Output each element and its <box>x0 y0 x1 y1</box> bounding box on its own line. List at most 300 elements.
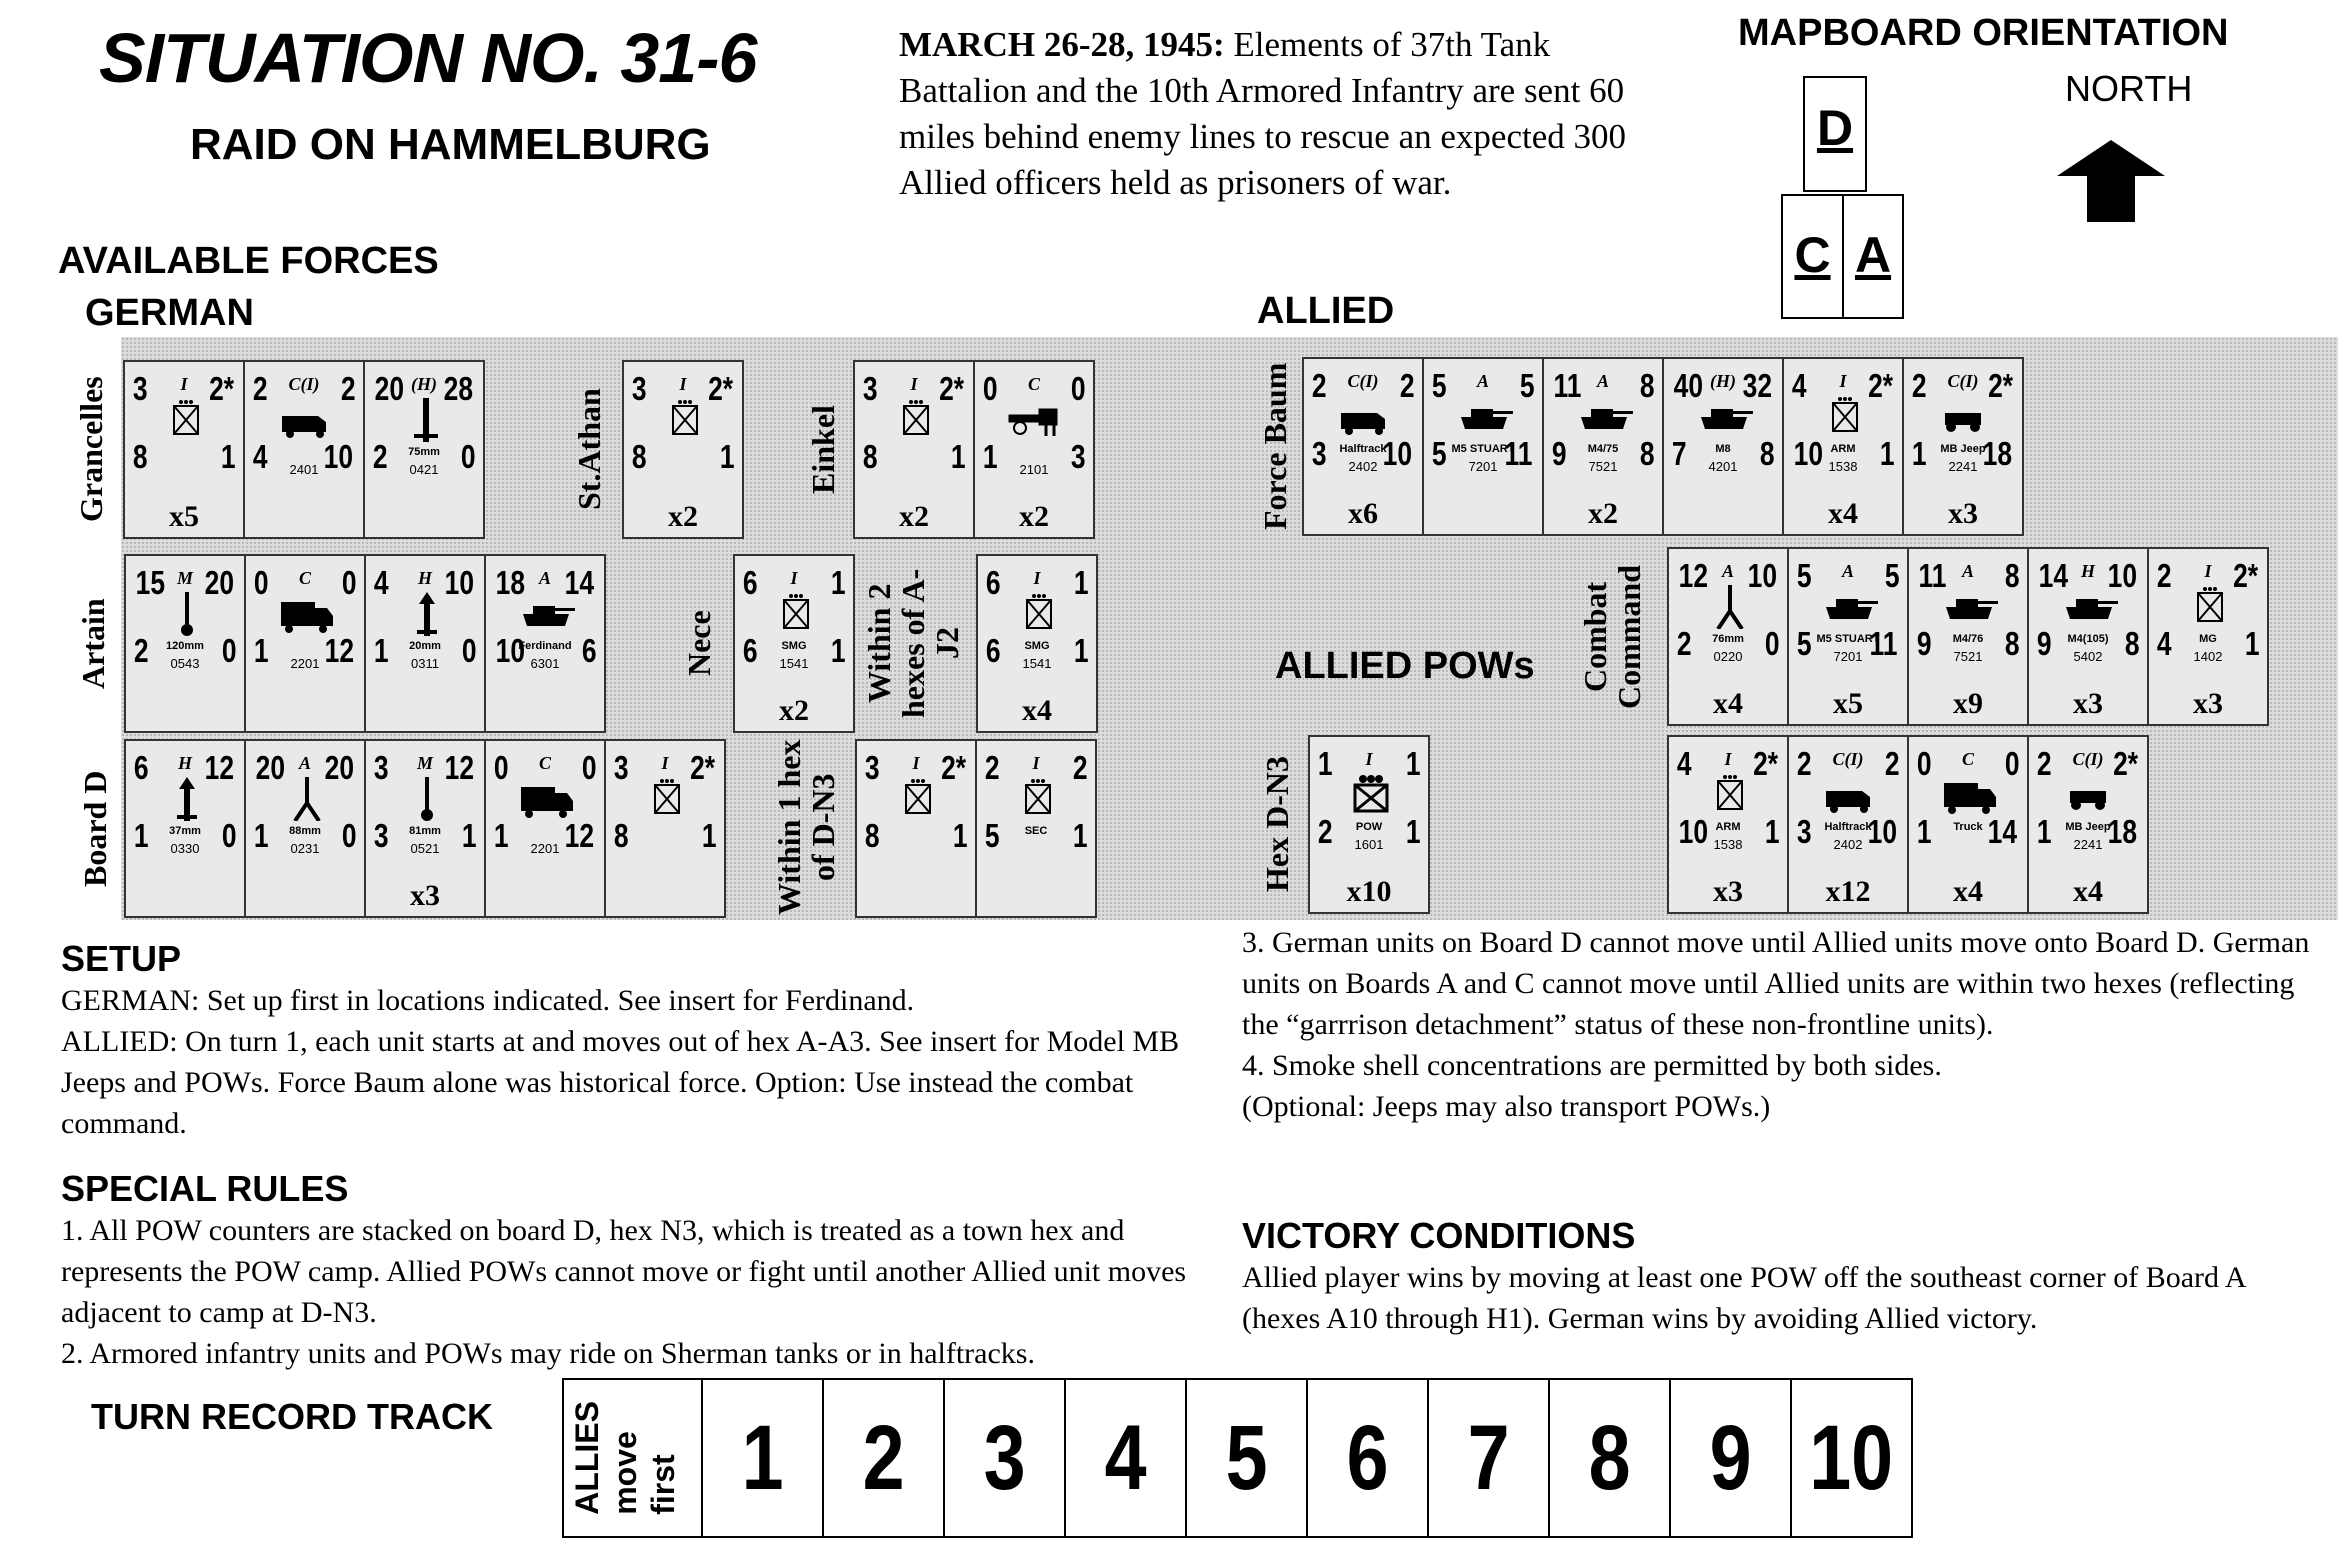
counters-combat <box>1667 547 2267 726</box>
defense-value: 1 <box>2036 813 2052 850</box>
defense-value: 1 <box>1911 435 1927 472</box>
halftrack-icon <box>1335 395 1395 439</box>
unit-label: 120mm <box>166 640 204 652</box>
counter-multiplier: x3 <box>410 879 440 912</box>
turn-cell <box>1185 1380 1306 1536</box>
truck-icon <box>277 592 337 636</box>
defense-value: 3 <box>1796 813 1812 850</box>
attack-value: 12 <box>1678 557 1709 594</box>
movement-value: 10 <box>323 438 354 475</box>
unit-label: M4/76 <box>1952 633 1984 645</box>
unit-id: 1538 <box>1828 459 1858 474</box>
movement-value: 0 <box>461 632 477 669</box>
defense-value: 1 <box>253 817 269 854</box>
unit-label: Halftrack <box>1339 443 1387 455</box>
range-value: 2* <box>689 749 715 786</box>
movement-value: 0 <box>221 817 237 854</box>
move-label: move <box>607 1431 643 1515</box>
counter-multiplier: x9 <box>1953 687 1983 720</box>
counter-multiplier: x2 <box>779 694 809 727</box>
counter-multiplier: x3 <box>1948 497 1978 530</box>
jeep-icon <box>2060 773 2120 817</box>
unit-id: 0543 <box>170 656 200 671</box>
unit-type: I <box>1033 568 1041 588</box>
range-value: 2* <box>938 370 964 407</box>
defense-value: 2 <box>1676 625 1692 662</box>
range-value: 8 <box>1639 367 1655 404</box>
attack-value: 3 <box>132 370 148 407</box>
unit-counter <box>2027 735 2149 914</box>
movement-value: 12 <box>564 817 595 854</box>
movement-value: 8 <box>2004 625 2020 662</box>
gun-icon <box>396 398 456 442</box>
unit-label: M4/75 <box>1587 443 1619 455</box>
movement-value: 12 <box>324 632 355 669</box>
turn-number: 7 <box>1467 1406 1510 1509</box>
turn-number: 6 <box>1346 1406 1389 1509</box>
attack-value: 4 <box>373 564 389 601</box>
unit-counter <box>604 739 726 918</box>
range-value: 2* <box>707 370 733 407</box>
unit-id: 2201 <box>290 656 320 671</box>
unit-counter <box>123 360 245 539</box>
unit-type: H <box>177 753 192 773</box>
unit-counter <box>1907 547 2029 726</box>
mortar-icon <box>157 592 217 636</box>
allies-move-first <box>564 1380 701 1536</box>
unit-counter <box>1422 357 1544 536</box>
counter-multiplier: x2 <box>668 500 698 533</box>
defense-value: 3 <box>1311 435 1327 472</box>
defense-value: 5 <box>1431 435 1447 472</box>
unit-type: I <box>180 374 188 394</box>
range-value: 2 <box>1399 367 1415 404</box>
unit-type: M <box>176 568 193 588</box>
attack-value: 3 <box>373 749 389 786</box>
unit-id: 0330 <box>170 841 200 856</box>
allies-label: ALLIES <box>569 1401 605 1515</box>
unit-type: C(I) <box>1832 749 1864 769</box>
tank-icon <box>1820 585 1880 629</box>
attack-value: 15 <box>135 564 166 601</box>
counters-boardd <box>124 739 724 918</box>
unit-counter <box>1667 735 1789 914</box>
counter-multiplier: x12 <box>1825 875 1871 908</box>
unit-type: A <box>1841 561 1854 581</box>
movement-value: 1 <box>220 438 236 475</box>
unit-type: A <box>298 753 311 773</box>
counter-multiplier: x4 <box>2073 875 2103 908</box>
unit-type: C(I) <box>1347 371 1379 391</box>
attack-value: 2 <box>2156 557 2172 594</box>
defense-value: 1 <box>253 632 269 669</box>
range-value: 2* <box>208 370 234 407</box>
atgun-icon <box>397 592 457 636</box>
unit-type: H <box>417 568 432 588</box>
movement-value: 1 <box>1073 632 1089 669</box>
range-value: 5 <box>1519 367 1535 404</box>
group-label-within1: Within 1 hex of D-N3 <box>771 739 841 916</box>
unit-counter <box>853 360 975 539</box>
unit-label: 37mm <box>169 825 201 837</box>
turn-number: 2 <box>862 1406 905 1509</box>
turn-number: 5 <box>1225 1406 1268 1509</box>
infantry-icon <box>766 592 826 636</box>
turn-cell <box>1548 1380 1669 1536</box>
attack-value: 6 <box>985 564 1001 601</box>
unit-label: Truck <box>1953 821 1983 833</box>
defense-value: 2 <box>1317 813 1333 850</box>
attack-value: 4 <box>1791 367 1807 404</box>
movement-value: 1 <box>1072 817 1088 854</box>
unit-id: 2402 <box>1833 837 1863 852</box>
range-value: 2* <box>2112 745 2138 782</box>
attack-value: 4 <box>1676 745 1692 782</box>
defense-value: 1 <box>1916 813 1932 850</box>
unit-type: H <box>2080 561 2095 581</box>
turn-record-track <box>562 1378 1913 1538</box>
unit-type: I <box>661 753 669 773</box>
range-value: 2* <box>1752 745 1778 782</box>
counter-multiplier: x3 <box>2073 687 2103 720</box>
turn-number: 3 <box>983 1406 1026 1509</box>
unit-id: 2401 <box>289 462 319 477</box>
defense-value: 1 <box>493 817 509 854</box>
movement-value: 8 <box>2124 625 2140 662</box>
defense-value: 10 <box>1678 813 1709 850</box>
unit-label: M8 <box>1715 443 1731 455</box>
turn-number: 10 <box>1809 1406 1894 1509</box>
range-value: 2* <box>1987 367 2013 404</box>
unit-counter <box>973 360 1095 539</box>
allied-heading: ALLIED <box>1257 290 1395 332</box>
counter-multiplier: x4 <box>1022 694 1052 727</box>
tank-icon <box>1575 395 1635 439</box>
turn-cell <box>1790 1380 1911 1536</box>
attack-value: 40 <box>1673 367 1704 404</box>
range-value: 1 <box>1073 564 1089 601</box>
attack-value: 2 <box>1911 367 1927 404</box>
setup-german: GERMAN: Set up first in locations indicated. See insert for Ferdinand. <box>61 984 915 1017</box>
group-label-hexdn3: Hex D-N3 <box>1259 756 1295 893</box>
unit-counter <box>364 554 486 733</box>
range-value: 1 <box>1405 745 1421 782</box>
range-value: 1 <box>830 564 846 601</box>
movement-value: 8 <box>1639 435 1655 472</box>
attack-value: 1 <box>1317 745 1333 782</box>
wagon-icon <box>1006 398 1066 442</box>
unit-label: ARM <box>1715 821 1741 833</box>
movement-value: 11 <box>1504 435 1533 472</box>
attack-value: 6 <box>742 564 758 601</box>
counter-multiplier: x2 <box>1588 497 1618 530</box>
range-value: 14 <box>564 564 595 601</box>
unit-type: I <box>1365 749 1373 769</box>
attack-value: 2 <box>984 749 1000 786</box>
unit-label: MB Jeep <box>2065 821 2111 833</box>
german-heading: GERMAN <box>85 292 254 334</box>
turn-cell <box>1306 1380 1427 1536</box>
range-value: 20 <box>204 564 235 601</box>
counter-multiplier: x4 <box>1828 497 1858 530</box>
turn-number: 4 <box>1104 1406 1147 1509</box>
range-value: 2 <box>1072 749 1088 786</box>
unit-counter <box>976 554 1098 733</box>
unit-id: 7201 <box>1833 649 1863 664</box>
defense-value: 10 <box>1793 435 1824 472</box>
counter-multiplier: x4 <box>1713 687 1743 720</box>
victory-text: Allied player wins by moving at least one POW off the southeast corner of Board A (hexes A10 through H1). German wins by avoiding Allied victory. <box>1242 1261 2245 1335</box>
setup-allied: ALLIED: On turn 1, each unit starts at and moves out of hex A-A3. See insert for Model MB Jeeps and POWs. Force Baum alone was historical force. Option: Use instead the combat command. <box>61 1025 1180 1140</box>
unit-counter <box>2027 547 2149 726</box>
unit-type: C <box>298 568 311 588</box>
counters-stathan <box>622 360 742 539</box>
turn-cell <box>1064 1380 1185 1536</box>
unit-type: C(I) <box>1947 371 1979 391</box>
unit-id: 0421 <box>409 462 439 477</box>
unit-label: ARM <box>1830 443 1856 455</box>
rule-optional: (Optional: Jeeps may also transport POWs.) <box>1242 1090 1771 1123</box>
defense-value: 8 <box>132 438 148 475</box>
attack-value: 18 <box>495 564 526 601</box>
unit-counter <box>124 554 246 733</box>
range-value: 32 <box>1742 367 1773 404</box>
counter-multiplier: x4 <box>1953 875 1983 908</box>
attack-value: 3 <box>862 370 878 407</box>
unit-counter <box>622 360 744 539</box>
counters-forcebaum <box>1302 357 2022 536</box>
unit-id: 1601 <box>1354 837 1384 852</box>
range-value: 12 <box>204 749 235 786</box>
range-value: 10 <box>2107 557 2138 594</box>
unit-type: C(I) <box>288 374 320 394</box>
unit-id: 6301 <box>530 656 560 671</box>
defense-value: 1 <box>373 632 389 669</box>
unit-type: C <box>538 753 551 773</box>
attack-value: 14 <box>2038 557 2069 594</box>
unit-label: MG <box>2199 633 2217 645</box>
setup-text <box>61 980 1191 1144</box>
turn-cell <box>701 1380 822 1536</box>
attack-value: 6 <box>133 749 149 786</box>
unit-type: I <box>1839 371 1847 391</box>
infantry-icon <box>655 398 715 442</box>
counters-hexdn3 <box>1308 735 1428 914</box>
unit-id: 2402 <box>1348 459 1378 474</box>
attack-value: 3 <box>631 370 647 407</box>
unit-label: POW <box>1355 821 1383 833</box>
available-forces-heading: AVAILABLE FORCES <box>58 240 439 282</box>
halftrack-icon <box>1820 773 1880 817</box>
page-title: SITUATION NO. 31-6 <box>99 19 757 97</box>
unit-label: 75mm <box>408 446 440 458</box>
unit-counter <box>484 554 606 733</box>
attack-value: 0 <box>253 564 269 601</box>
unit-id: 0220 <box>1713 649 1743 664</box>
unit-id: 2241 <box>2073 837 2103 852</box>
range-value: 0 <box>341 564 357 601</box>
tank-icon <box>2060 585 2120 629</box>
defense-value: 4 <box>2156 625 2172 662</box>
pow-icon <box>1341 773 1401 817</box>
unit-label: 88mm <box>289 825 321 837</box>
unit-counter <box>1787 735 1909 914</box>
group-label-artain: Artain <box>75 598 111 689</box>
attack-value: 11 <box>1918 557 1947 594</box>
unit-label: M5 STUART <box>1451 443 1515 455</box>
unit-counter <box>363 360 485 539</box>
unit-type: (H) <box>411 374 437 394</box>
defense-value: 2 <box>133 632 149 669</box>
movement-value: 1 <box>1764 813 1780 850</box>
mortar-icon <box>397 777 457 821</box>
unit-label: M4(105) <box>2067 633 2109 645</box>
group-label-nece: Nece <box>681 610 717 677</box>
defense-value: 8 <box>631 438 647 475</box>
counter-multiplier: x10 <box>1346 875 1392 908</box>
attack-value: 5 <box>1796 557 1812 594</box>
unit-id: 5402 <box>2073 649 2103 664</box>
range-value: 2* <box>940 749 966 786</box>
setup-heading: SETUP <box>61 938 182 979</box>
unit-type: (H) <box>1710 371 1736 391</box>
movement-value: 10 <box>1867 813 1898 850</box>
range-value: 8 <box>2004 557 2020 594</box>
attack-value: 2 <box>252 370 268 407</box>
movement-value: 1 <box>701 817 717 854</box>
tank-icon <box>1455 395 1515 439</box>
defense-value: 5 <box>984 817 1000 854</box>
counter-multiplier: x5 <box>169 500 199 533</box>
counter-multiplier: x6 <box>1348 497 1378 530</box>
tank-icon <box>1940 585 2000 629</box>
unit-type: I <box>910 374 918 394</box>
special-rules-left <box>61 1210 1191 1374</box>
north-arrow-icon <box>2057 140 2165 222</box>
movement-value: 10 <box>1382 435 1413 472</box>
unit-counter <box>855 739 977 918</box>
rule-4: 4. Smoke shell concentrations are permitted by both sides. <box>1242 1049 1942 1082</box>
counters-einkel <box>853 360 1093 539</box>
infantry-icon <box>1815 395 1875 439</box>
defense-value: 1 <box>133 817 149 854</box>
group-label-forcebaum: Force Baum <box>1257 362 1293 531</box>
infantry-icon <box>156 398 216 442</box>
turn-number: 9 <box>1709 1406 1752 1509</box>
range-value: 0 <box>2004 745 2020 782</box>
attack-value: 0 <box>493 749 509 786</box>
attack-value: 0 <box>982 370 998 407</box>
board-c: C <box>1781 194 1844 319</box>
counters-within2 <box>976 554 1096 733</box>
movement-value: 11 <box>1869 625 1898 662</box>
movement-value: 1 <box>952 817 968 854</box>
movement-value: 1 <box>719 438 735 475</box>
movement-value: 1 <box>1879 435 1895 472</box>
unit-id: 0231 <box>290 841 320 856</box>
defense-value: 6 <box>985 632 1001 669</box>
defense-value: 9 <box>1551 435 1567 472</box>
counters-artain <box>124 554 604 733</box>
counter-multiplier: x2 <box>899 500 929 533</box>
unit-type: I <box>679 374 687 394</box>
movement-value: 0 <box>221 632 237 669</box>
counters-combat2 <box>1667 735 2147 914</box>
range-value: 10 <box>444 564 475 601</box>
unit-counter <box>1542 357 1664 536</box>
unit-label: 76mm <box>1712 633 1744 645</box>
unit-type: A <box>1961 561 1974 581</box>
range-value: 0 <box>581 749 597 786</box>
range-value: 2* <box>1867 367 1893 404</box>
board-d: D <box>1803 76 1867 192</box>
unit-counter <box>244 554 366 733</box>
counter-multiplier: x3 <box>2193 687 2223 720</box>
attack-value: 20 <box>374 370 405 407</box>
group-label-boardd: Board D <box>77 770 113 887</box>
scenario-subtitle: RAID ON HAMMELBURG <box>190 120 711 169</box>
counter-multiplier: x3 <box>1713 875 1743 908</box>
unit-id: 0521 <box>410 841 440 856</box>
counters-grancelles <box>123 360 483 539</box>
attack-value: 20 <box>255 749 286 786</box>
movement-value: 6 <box>581 632 597 669</box>
turn-cell <box>1427 1380 1548 1536</box>
unit-counter <box>733 554 855 733</box>
rule-3: 3. German units on Board D cannot move until Allied units move onto Board D. German units on Boards A and C cannot move until Allied units are within two hexes (reflecting the “garrrison detachment” status of these non-frontline units). <box>1242 926 2310 1041</box>
group-label-within2: Within 2 hexes of A-J2 <box>861 568 965 719</box>
board-a: A <box>1842 194 1904 319</box>
movement-value: 0 <box>1764 625 1780 662</box>
unit-label: M5 STUART <box>1816 633 1880 645</box>
defense-value: 3 <box>373 817 389 854</box>
unit-type: A <box>1721 561 1734 581</box>
flak-icon <box>1700 585 1760 629</box>
movement-value: 1 <box>1405 813 1421 850</box>
unit-type: I <box>2204 561 2212 581</box>
range-value: 5 <box>1884 557 1900 594</box>
movement-value: 0 <box>460 438 476 475</box>
unit-id: 2201 <box>530 841 560 856</box>
defense-value: 5 <box>1796 625 1812 662</box>
unit-counter <box>1302 357 1424 536</box>
unit-type: A <box>1476 371 1489 391</box>
range-value: 0 <box>1070 370 1086 407</box>
group-label-einkel: Einkel <box>805 405 841 494</box>
unit-type: I <box>1724 749 1732 769</box>
intro-body: Elements of 37th Tank Battalion and the 10th Armored Infantry are sent 60 miles behind enemy lines to rescue an expected 300 Allied officers held as prisoners of war. <box>899 25 1626 202</box>
attack-value: 2 <box>1311 367 1327 404</box>
turn-number: 8 <box>1588 1406 1631 1509</box>
unit-counter <box>975 739 1097 918</box>
movement-value: 1 <box>950 438 966 475</box>
group-label-grancelles: Grancelles <box>73 376 109 523</box>
infantry-icon <box>888 777 948 821</box>
attack-value: 0 <box>1916 745 1932 782</box>
unit-type: C <box>1027 374 1040 394</box>
intro-date: MARCH 26-28, 1945: <box>899 25 1225 64</box>
unit-label: MB Jeep <box>1940 443 1986 455</box>
unit-id: 7521 <box>1953 649 1983 664</box>
unit-counter <box>364 739 486 918</box>
unit-type: C(I) <box>2072 749 2104 769</box>
unit-label: SMG <box>1024 640 1050 652</box>
range-value: 20 <box>324 749 355 786</box>
rule-1: 1. All POW counters are stacked on board D, hex N3, which is treated as a town hex and represents the POW camp. Allied POWs cannot move or fight until another Allied unit moves adjacent to camp at D-N3. <box>61 1214 1187 1329</box>
unit-counter <box>243 360 365 539</box>
flak-icon <box>277 777 337 821</box>
defense-value: 1 <box>982 438 998 475</box>
